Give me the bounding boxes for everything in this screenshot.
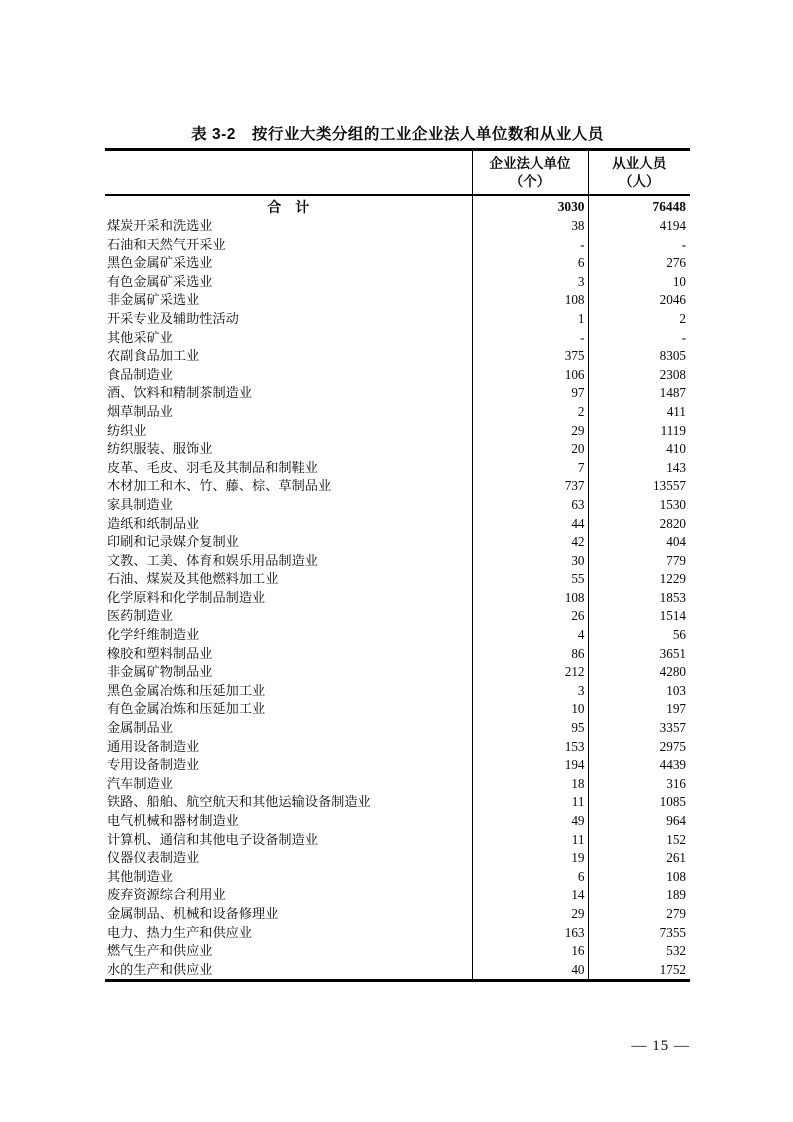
industry-name: 仪器仪表制造业	[107, 850, 200, 866]
employees-value: 2	[588, 310, 690, 329]
industry-name: 石油、煤炭及其他燃料加工业	[107, 571, 279, 587]
employees-value: 411	[588, 403, 690, 422]
table-row	[105, 217, 690, 236]
header-units	[472, 150, 588, 196]
employees-value: 2308	[588, 366, 690, 385]
table-row	[105, 868, 690, 887]
industry-name: 废弃资源综合利用业	[107, 887, 226, 903]
table-row	[105, 570, 690, 589]
units-value: 6	[472, 868, 588, 887]
header-units-line2: （个）	[509, 173, 551, 189]
industry-name: 燃气生产和供应业	[107, 943, 213, 959]
industry-name: 橡胶和塑料制品业	[107, 645, 213, 661]
table-row	[105, 496, 690, 515]
header-employees-line1: 从业人员	[612, 155, 667, 171]
units-value: -	[472, 236, 588, 255]
units-value: 26	[472, 607, 588, 626]
employees-value: 143	[588, 459, 690, 478]
employees-value: 410	[588, 440, 690, 459]
table-row	[105, 849, 690, 868]
units-value: 2	[472, 403, 588, 422]
table-row	[105, 682, 690, 701]
employees-value: 2046	[588, 291, 690, 310]
employees-value: 4194	[588, 217, 690, 236]
industry-name: 有色金属矿采选业	[107, 273, 213, 289]
employees-value: 404	[588, 533, 690, 552]
employees-value: 1229	[588, 570, 690, 589]
employees-value: 3651	[588, 645, 690, 664]
employees-value: -	[588, 236, 690, 255]
table-row	[105, 459, 690, 478]
employees-value: 108	[588, 868, 690, 887]
units-value: 375	[472, 347, 588, 366]
table-row	[105, 905, 690, 924]
employees-value: 2975	[588, 738, 690, 757]
table-row	[105, 329, 690, 348]
employees-value: 279	[588, 905, 690, 924]
industry-name: 黑色金属冶炼和压延加工业	[107, 682, 266, 698]
industry-statistics-table	[105, 148, 690, 982]
table-row	[105, 775, 690, 794]
units-value: 44	[472, 515, 588, 534]
industry-name: 其他制造业	[107, 868, 173, 884]
units-value: 108	[472, 291, 588, 310]
units-value: 106	[472, 366, 588, 385]
employees-value: 316	[588, 775, 690, 794]
table-row	[105, 812, 690, 831]
employees-value: 152	[588, 831, 690, 850]
industry-name: 水的生产和供应业	[107, 961, 213, 977]
units-value: -	[472, 329, 588, 348]
units-value: 3	[472, 682, 588, 701]
units-value: 11	[472, 793, 588, 812]
total-employees-value: 76448	[588, 195, 690, 217]
industry-name: 金属制品业	[107, 720, 173, 736]
units-value: 29	[472, 422, 588, 441]
employees-value: 1853	[588, 589, 690, 608]
units-value: 16	[472, 942, 588, 961]
units-value: 40	[472, 961, 588, 981]
units-value: 1	[472, 310, 588, 329]
table-row	[105, 942, 690, 961]
industry-name: 印刷和记录媒介复制业	[107, 534, 239, 550]
table-row	[105, 310, 690, 329]
table-row	[105, 533, 690, 552]
employees-value: 56	[588, 626, 690, 645]
table-row	[105, 700, 690, 719]
industry-name: 农副食品加工业	[107, 348, 200, 364]
table-row	[105, 589, 690, 608]
units-value: 97	[472, 384, 588, 403]
employees-value: 1530	[588, 496, 690, 515]
table-row	[105, 440, 690, 459]
industry-name: 非金属矿物制品业	[107, 664, 213, 680]
table-row	[105, 924, 690, 943]
industry-name: 铁路、船舶、航空航天和其他运输设备制造业	[107, 794, 371, 810]
header-employees-line2: （人）	[619, 173, 660, 189]
industry-name: 文教、工美、体育和娱乐用品制造业	[107, 552, 318, 568]
table-row	[105, 236, 690, 255]
units-value: 49	[472, 812, 588, 831]
industry-name: 电气机械和器材制造业	[107, 813, 239, 828]
units-value: 95	[472, 719, 588, 738]
employees-value: 189	[588, 886, 690, 905]
industry-name: 家具制造业	[107, 496, 173, 512]
industry-name: 化学纤维制造业	[107, 627, 200, 643]
industry-name: 纺织业	[107, 422, 147, 438]
table-row	[105, 477, 690, 496]
employees-value: 1514	[588, 607, 690, 626]
table-row	[105, 403, 690, 422]
industry-name: 木材加工和木、竹、藤、棕、草制品业	[107, 478, 332, 494]
industry-name: 皮革、毛皮、羽毛及其制品和制鞋业	[107, 459, 318, 475]
table-row	[105, 254, 690, 273]
employees-value: 964	[588, 812, 690, 831]
table-row	[105, 366, 690, 385]
employees-value: 10	[588, 273, 690, 292]
employees-value: 3357	[588, 719, 690, 738]
employees-value: 8305	[588, 347, 690, 366]
employees-value: 197	[588, 700, 690, 719]
industry-name: 烟草制品业	[107, 403, 173, 419]
industry-name: 有色金属冶炼和压延加工业	[107, 701, 266, 717]
header-employees	[588, 150, 690, 196]
employees-value: 4280	[588, 663, 690, 682]
industry-name: 化学原料和化学制品制造业	[107, 589, 266, 605]
units-value: 3	[472, 273, 588, 292]
industry-name: 非金属矿采选业	[107, 292, 200, 308]
employees-value: 276	[588, 254, 690, 273]
industry-name: 电力、热力生产和供应业	[107, 924, 253, 940]
units-value: 14	[472, 886, 588, 905]
table-row	[105, 515, 690, 534]
employees-value: 2820	[588, 515, 690, 534]
units-value: 4	[472, 626, 588, 645]
table-row	[105, 607, 690, 626]
employees-value: 13557	[588, 477, 690, 496]
units-value: 194	[472, 756, 588, 775]
table-row	[105, 552, 690, 571]
units-value: 55	[472, 570, 588, 589]
table-row	[105, 738, 690, 757]
table-row	[105, 793, 690, 812]
table-title: 表 3-2 按行业大类分组的工业企业法人单位数和从业人员	[191, 126, 604, 143]
industry-name: 医药制造业	[107, 608, 173, 624]
employees-value: 261	[588, 849, 690, 868]
header-row	[105, 150, 690, 196]
industry-name: 纺织服装、服饰业	[107, 441, 213, 457]
employees-value: -	[588, 329, 690, 348]
table-row	[105, 291, 690, 310]
table-row	[105, 663, 690, 682]
industry-name: 石油和天然气开采业	[107, 236, 226, 252]
table-row	[105, 961, 690, 981]
employees-value: 1752	[588, 961, 690, 981]
units-value: 42	[472, 533, 588, 552]
industry-name: 通用设备制造业	[107, 738, 200, 754]
table-row	[105, 831, 690, 850]
employees-value: 103	[588, 682, 690, 701]
units-value: 163	[472, 924, 588, 943]
units-value: 7	[472, 459, 588, 478]
table-row	[105, 384, 690, 403]
table-row	[105, 273, 690, 292]
industry-name: 金属制品、机械和设备修理业	[107, 905, 279, 921]
employees-value: 532	[588, 942, 690, 961]
header-units-line1: 企业法人单位	[489, 155, 571, 171]
table-row	[105, 645, 690, 664]
units-value: 737	[472, 477, 588, 496]
industry-name: 其他采矿业	[107, 329, 173, 345]
units-value: 63	[472, 496, 588, 515]
industry-name: 专用设备制造业	[107, 757, 200, 773]
units-value: 11	[472, 831, 588, 850]
table-row	[105, 422, 690, 441]
page-number: — 15 —	[631, 1038, 690, 1054]
employees-value: 7355	[588, 924, 690, 943]
units-value: 86	[472, 645, 588, 664]
employees-value: 1487	[588, 384, 690, 403]
table-row	[105, 719, 690, 738]
units-value: 6	[472, 254, 588, 273]
employees-value: 1119	[588, 422, 690, 441]
table-row	[105, 347, 690, 366]
table-row	[105, 626, 690, 645]
industry-name: 食品制造业	[107, 366, 173, 382]
employees-value: 1085	[588, 793, 690, 812]
units-value: 10	[472, 700, 588, 719]
table-row	[105, 886, 690, 905]
units-value: 18	[472, 775, 588, 794]
total-row	[105, 195, 690, 217]
units-value: 19	[472, 849, 588, 868]
units-value: 20	[472, 440, 588, 459]
units-value: 153	[472, 738, 588, 757]
table-row	[105, 756, 690, 775]
industry-name: 开采专业及辅助性活动	[107, 310, 239, 326]
units-value: 212	[472, 663, 588, 682]
employees-value: 779	[588, 552, 690, 571]
units-value: 38	[472, 217, 588, 236]
total-units-value: 3030	[472, 195, 588, 217]
industry-name: 造纸和纸制品业	[107, 515, 200, 531]
industry-name: 计算机、通信和其他电子设备制造业	[107, 831, 318, 847]
industry-name: 酒、饮料和精制茶制造业	[107, 385, 253, 401]
total-label: 合 计	[267, 198, 310, 215]
industry-name: 汽车制造业	[107, 775, 173, 791]
units-value: 108	[472, 589, 588, 608]
industry-name: 黑色金属矿采选业	[107, 255, 213, 271]
units-value: 30	[472, 552, 588, 571]
header-industry-blank	[105, 150, 472, 196]
industry-name: 煤炭开采和洗选业	[107, 218, 213, 233]
units-value: 29	[472, 905, 588, 924]
employees-value: 4439	[588, 756, 690, 775]
